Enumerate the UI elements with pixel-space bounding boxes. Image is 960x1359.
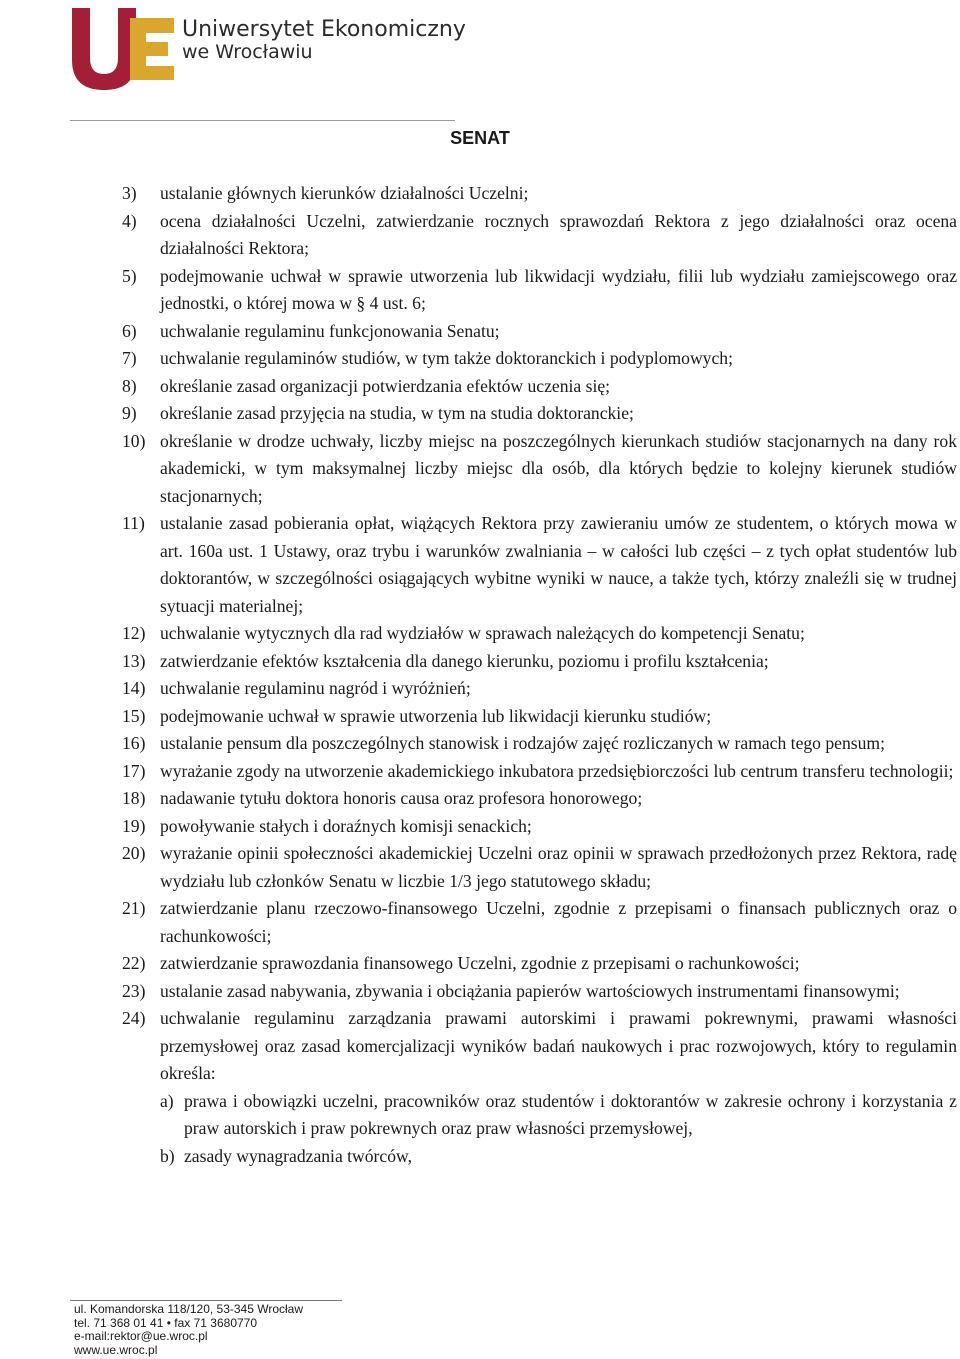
- item-text: określanie zasad przyjęcia na studia, w tym na studia doktoranckie;: [160, 403, 634, 423]
- university-name-line2: we Wrocławiu: [182, 41, 313, 64]
- item-text: nadawanie tytułu doktora honoris causa oraz profesora honorowego;: [160, 788, 643, 808]
- item-text: uchwalanie regulaminu zarządzania prawami autorskimi i prawami pokrewnymi, prawami własności przemysłowej oraz zasad komercjalizacji wyników badań naukowych i prac rozwojowych, który to regulamin określa:: [160, 1008, 957, 1083]
- list-item: [122, 978, 957, 1006]
- list-item: [122, 263, 957, 318]
- item-number: 24): [122, 1008, 146, 1028]
- list-item: [122, 840, 957, 895]
- item-text: ocena działalności Uczelni, zatwierdzanie rocznych sprawozdań Rektora z jego działalności oraz ocena działalności Rektora;: [160, 210, 957, 258]
- item-text: podejmowanie uchwał w sprawie utworzenia lub likwidacji wydziału, filii lub wydziału zamiejscowego oraz jednostki, o której mowa w § 4 ust. 6;: [160, 265, 957, 313]
- item-number: 9): [122, 403, 137, 423]
- item-text: określanie zasad organizacji potwierdzania efektów uczenia się;: [160, 375, 611, 396]
- list-item: [122, 895, 957, 950]
- item-number: 14): [122, 678, 146, 698]
- list-item: [122, 373, 957, 401]
- list-item: [122, 758, 957, 786]
- item-text: określanie w drodze uchwały, liczby miejsc na poszczególnych kierunkach studiów stacjonarnych na dany rok akademicki, w tym maksymalnej liczby miejsc dla osób, dla których będzie to kolejny kierunek studiów stacjonarnych;: [160, 430, 957, 506]
- item-number: 15): [122, 705, 146, 726]
- competences-list: [122, 180, 957, 1170]
- list-item: [122, 180, 957, 208]
- item-text: zatwierdzanie planu rzeczowo-finansowego Uczelni, zgodnie z przepisami o finansach publicznych oraz o rachunkowości;: [160, 898, 957, 946]
- item-text: wyrażanie opinii społeczności akademickiej Uczelni oraz opinii w sprawach przedłożonych przez Rektora, radę wydziału lub członków Senatu w liczbie 1/3 jego statutowego składu;: [160, 843, 957, 891]
- list-item: [122, 813, 957, 841]
- item-text: zatwierdzanie sprawozdania finansowego Uczelni, zgodnie z przepisami o rachunkowości;: [160, 953, 800, 973]
- header-divider: [70, 120, 455, 121]
- section-heading: [0, 128, 960, 149]
- item-number: 21): [122, 898, 146, 918]
- item-number: 23): [122, 980, 146, 1001]
- item-number: 5): [122, 265, 137, 286]
- item-number: 7): [122, 348, 137, 368]
- sub-item-text: zasady wynagradzania twórców,: [184, 1145, 412, 1166]
- item-number: 8): [122, 375, 137, 396]
- list-item: [122, 1005, 957, 1088]
- item-text: zatwierdzanie efektów kształcenia dla danego kierunku, poziomu i profilu kształcenia;: [160, 650, 769, 671]
- list-item: [122, 428, 957, 511]
- item-text: podejmowanie uchwał w sprawie utworzenia lub likwidacji kierunku studiów;: [160, 705, 712, 726]
- page-footer: [74, 1303, 303, 1357]
- item-number: 18): [122, 788, 146, 808]
- item-number: 20): [122, 843, 146, 863]
- item-text: wyrażanie zgody na utworzenie akademickiego inkubatora przedsiębiorczości lub centrum transferu technologii;: [160, 760, 954, 781]
- item-number: 16): [122, 733, 146, 753]
- item-number: 17): [122, 760, 146, 781]
- item-number: 11): [122, 513, 145, 533]
- section-title: SENAT: [450, 128, 510, 148]
- sub-item-letter: a): [160, 1090, 174, 1111]
- university-name: [182, 18, 466, 63]
- footer-email[interactable]: e-mail:rektor@ue.wroc.pl: [74, 1329, 208, 1343]
- list-item: [122, 400, 957, 428]
- list-item: [122, 950, 957, 978]
- list-item: [122, 208, 957, 263]
- item-number: 6): [122, 320, 137, 341]
- list-item: [122, 675, 957, 703]
- university-name-line1: Uniwersytet Ekonomiczny: [182, 17, 466, 42]
- sub-list-item: [160, 1088, 957, 1143]
- item-number: 22): [122, 953, 146, 973]
- item-text: ustalanie zasad nabywania, zbywania i obciążania papierów wartościowych instrumentami finansowymi;: [160, 980, 900, 1001]
- item-text: uchwalanie wytycznych dla rad wydziałów w sprawach należących do kompetencji Senatu;: [160, 623, 805, 643]
- item-number: 19): [122, 815, 146, 836]
- footer-divider: [70, 1300, 342, 1301]
- sub-item-text: prawa i obowiązki uczelni, pracowników oraz studentów i doktorantów w zakresie ochrony i korzystania z praw autorskich i praw pokrewnych oraz praw własności przemysłowej,: [184, 1090, 957, 1138]
- item-number: 12): [122, 623, 146, 643]
- item-text: uchwalanie regulaminu funkcjonowania Senatu;: [160, 320, 500, 341]
- item-text: ustalanie zasad pobierania opłat, wiążących Rektora przy zawieraniu umów ze studentem, o których mowa w art. 160a ust. 1 Ustawy, oraz trybu i warunków zwalniania – w całości lub części – z tych opłat studentów lub doktorantów, w szczególności osiągających wybitne wyniki w nauce, a także tych, którzy znaleźli się w trudnej sytuacji materialnej;: [160, 513, 957, 616]
- item-number: 4): [122, 210, 137, 231]
- item-text: uchwalanie regulaminu nagród i wyróżnień;: [160, 678, 471, 698]
- item-number: 3): [122, 183, 137, 203]
- footer-address: ul. Komandorska 118/120, 53-345 Wrocław: [74, 1302, 304, 1316]
- list-item: [122, 730, 957, 758]
- list-item: [122, 620, 957, 648]
- item-number: 13): [122, 650, 146, 671]
- item-text: powoływanie stałych i doraźnych komisji senackich;: [160, 815, 532, 836]
- list-item: [122, 318, 957, 346]
- list-item: [122, 785, 957, 813]
- footer-phone: tel. 71 368 01 41 • fax 71 3680770: [74, 1315, 258, 1330]
- item-number: 10): [122, 430, 146, 451]
- list-item: [122, 648, 957, 676]
- item-text: ustalanie głównych kierunków działalności Uczelni;: [160, 183, 529, 203]
- item-text: uchwalanie regulaminów studiów, w tym także doktoranckich i podyplomowych;: [160, 348, 733, 368]
- university-logo: [70, 6, 180, 92]
- sub-item-letter: b): [160, 1145, 175, 1166]
- sub-list-item: [160, 1143, 957, 1171]
- list-item: [122, 510, 957, 620]
- item-text: ustalanie pensum dla poszczególnych stanowisk i rodzajów zajęć rozliczanych w ramach tego pensum;: [160, 733, 885, 753]
- footer-website[interactable]: www.ue.wroc.pl: [74, 1342, 158, 1357]
- list-item: [122, 703, 957, 731]
- list-item: [122, 345, 957, 373]
